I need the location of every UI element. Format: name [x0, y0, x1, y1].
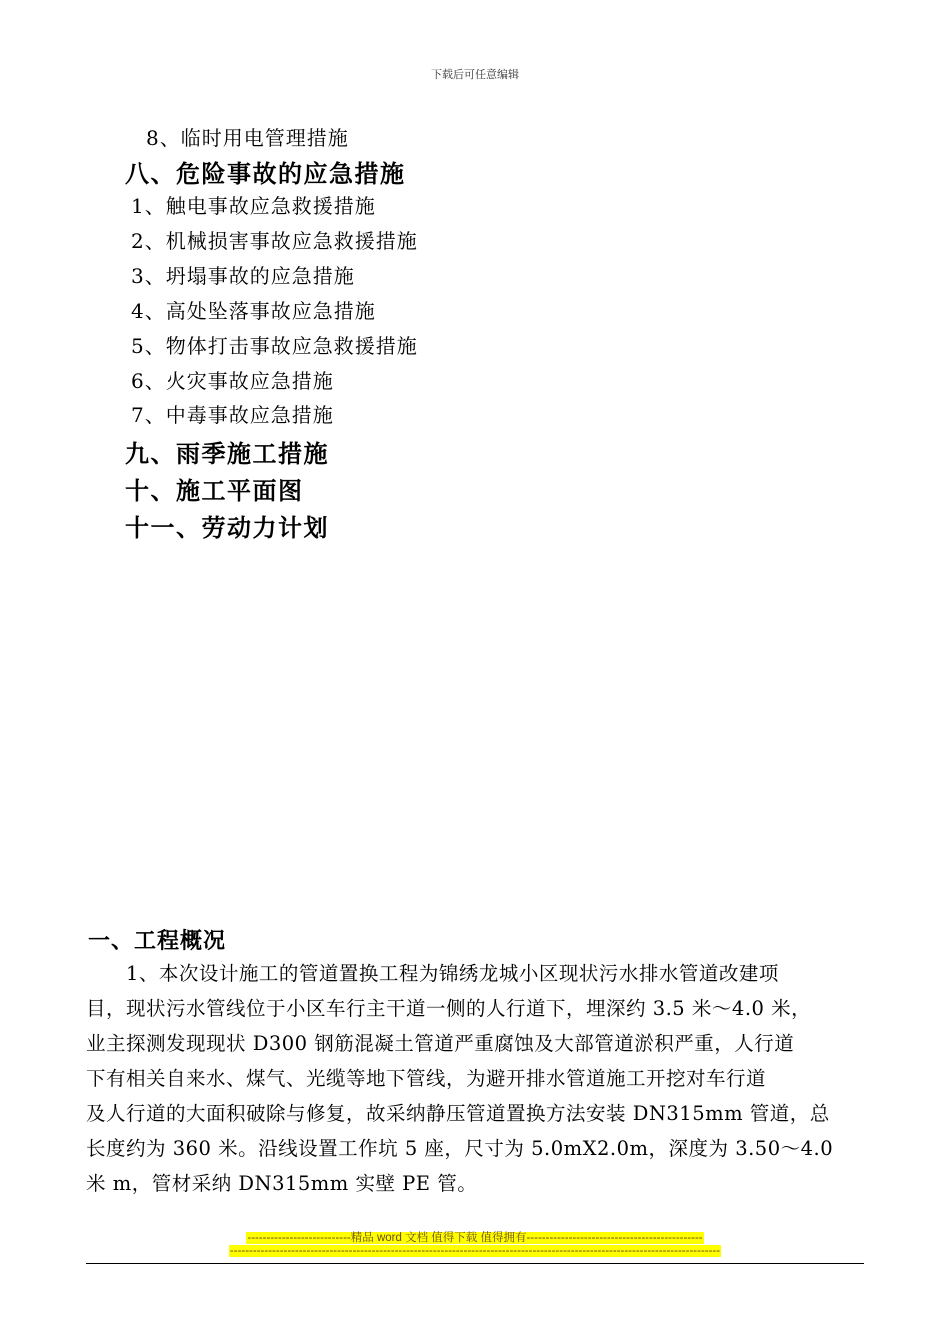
section-title: 一、工程概况 [88, 929, 227, 954]
footer-banner-line-1 [0, 1229, 950, 1245]
body-line: 1、本次设计施工的管道置换工程为锦绣龙城小区现状污水排水管道改建项 [86, 962, 779, 985]
body-line: 米 m，管材采纳 DN315mm 实壁 PE 管。 [86, 1172, 478, 1195]
toc-item-8-1: 1、触电事故应急救援措施 [131, 194, 376, 218]
toc-item-8-4: 4、高处坠落事故应急措施 [131, 299, 376, 323]
body-line: 业主探测发现现状 D300 钢筋混凝土管道严重腐蚀及大部管道淤积严重，人行道 [86, 1032, 795, 1055]
toc-item-8-5: 5、物体打击事故应急救援措施 [131, 334, 418, 358]
footer-banner-text-1: ---------------------------精品 word 文档 值得下载 值得拥有---------------------------------------------- [247, 1232, 703, 1244]
toc-item-8-6: 6、火灾事故应急措施 [131, 369, 334, 393]
toc-section-11: 十一、劳动力计划 [125, 514, 329, 542]
body-line: 长度约为 360 米。沿线设置工作坑 5 座，尺寸为 5.0mX2.0m，深度为 3.50～4.0 [86, 1137, 834, 1160]
body-line: 下有相关自来水、煤气、光缆等地下管线，为避开排水管道施工开挖对车行道 [86, 1067, 767, 1090]
toc-item-8-2: 2、机械损害事故应急救援措施 [131, 229, 418, 253]
toc-section-10: 十、施工平面图 [125, 477, 304, 505]
toc-section-9: 九、雨季施工措施 [125, 440, 329, 468]
body-line: 及人行道的大面积破除与修复，故采纳静压管道置换方法安装 DN315mm 管道，总 [86, 1102, 830, 1125]
footer-divider [86, 1263, 864, 1264]
toc-section-8: 八、危险事故的应急措施 [125, 160, 406, 188]
toc-item-8-7: 7、中毒事故应急措施 [131, 403, 334, 427]
body-line: 目，现状污水管线位于小区车行主干道一侧的人行道下，埋深约 3.5 米～4.0 米， [86, 997, 812, 1020]
footer-banner-text-2: -------------------------------------------------------------------------------------------------------------------------------- [229, 1245, 721, 1257]
header-note: 下载后可任意编辑 [431, 68, 519, 81]
toc-item-8-3: 3、坍塌事故的应急措施 [131, 264, 355, 288]
footer-banner-line-2 [0, 1245, 950, 1257]
toc-item-8-8: 8、临时用电管理措施 [146, 126, 349, 150]
